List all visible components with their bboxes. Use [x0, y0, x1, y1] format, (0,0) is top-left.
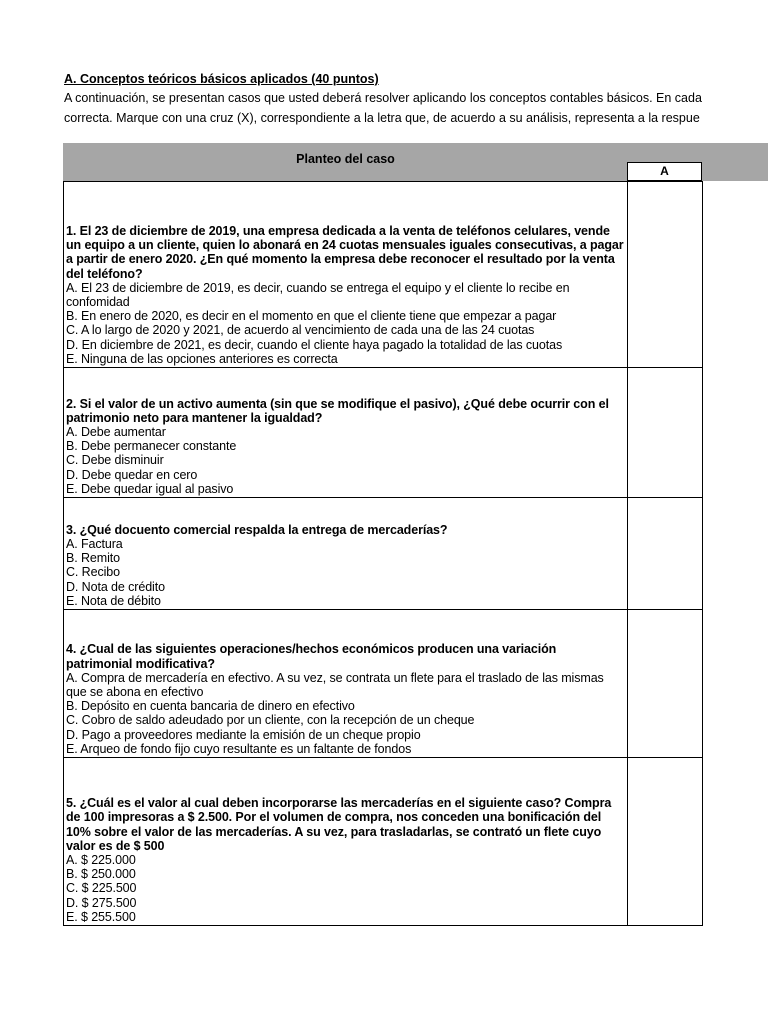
answer-cell-3[interactable] — [627, 497, 703, 610]
case-option: D. Pago a proveedores mediante la emisión de un cheque propio — [66, 727, 421, 742]
case-option: A. Factura — [66, 536, 123, 551]
case-option: B. Remito — [66, 551, 120, 566]
answer-cell-1[interactable] — [627, 181, 703, 368]
case-question: 3. ¿Qué docuento comercial respalda la entrega de mercaderías? — [66, 522, 448, 537]
case-option: A. El 23 de diciembre de 2019, es decir, cuando se entrega el equipo y el cliente lo recibe en — [66, 280, 570, 295]
intro-line-1: A continuación, se presentan casos que usted deberá resolver aplicando los conceptos contables básicos. En cada — [64, 91, 702, 105]
case-option: D. Nota de crédito — [66, 579, 165, 594]
answer-cell-2[interactable] — [627, 367, 703, 498]
case-option: que se abona en efectivo — [66, 684, 204, 699]
case-row-2 — [63, 367, 628, 498]
case-option: E. Ninguna de las opciones anteriores es correcta — [66, 351, 338, 366]
answer-cell-5[interactable] — [627, 757, 703, 926]
case-option: B. Debe permanecer constante — [66, 439, 237, 454]
section-title: A. Conceptos teóricos básicos aplicados (40 puntos) — [64, 72, 379, 86]
section-intro — [64, 70, 764, 128]
case-option: B. En enero de 2020, es decir en el momento en que el cliente tiene que empezar a pagar — [66, 309, 557, 324]
case-option: E. $ 255.500 — [66, 909, 136, 924]
answer-column-header: A — [627, 162, 702, 181]
case-option: E. Debe quedar igual al pasivo — [66, 481, 234, 496]
case-option: B. $ 250.000 — [66, 867, 136, 882]
case-option: C. Cobro de saldo adeudado por un cliente, con la recepción de un cheque — [66, 713, 475, 728]
case-option: E. Arqueo de fondo fijo cuyo resultante es un faltante de fondos — [66, 741, 412, 756]
case-option: E. Nota de débito — [66, 593, 161, 608]
case-question: 4. ¿Cual de las siguientes operaciones/hechos económicos producen una variación patrimonial modificativa? — [66, 642, 557, 671]
case-option: confomidad — [66, 294, 130, 309]
case-option: B. Depósito en cuenta bancaria de dinero en efectivo — [66, 699, 355, 714]
case-row-4 — [63, 609, 628, 758]
case-option: D. En diciembre de 2021, es decir, cuando el cliente haya pagado la totalidad de las cuotas — [66, 337, 563, 352]
case-option: A. Compra de mercadería en efectivo. A su vez, se contrata un flete para el traslado de las mismas — [66, 670, 604, 685]
case-option: D. Debe quedar en cero — [66, 467, 198, 482]
table-header-label: Planteo del caso — [296, 152, 395, 166]
case-option: C. Recibo — [66, 565, 120, 580]
case-option: C. A lo largo de 2020 y 2021, de acuerdo al vencimiento de cada una de las 24 cuotas — [66, 323, 535, 338]
answer-cell-4[interactable] — [627, 609, 703, 758]
case-option: A. Debe aumentar — [66, 424, 166, 439]
case-row-1 — [63, 181, 628, 368]
case-option: C. Debe disminuir — [66, 453, 164, 468]
case-question: 5. ¿Cuál es el valor al cual deben incorporarse las mercaderías en el siguiente caso? Compra de 100 impresoras a $ 2.500. Por el volumen de compra, nos conceden una bonificación del 10% sobre el valor de las mercaderías. A su vez, para trasladarlas, se contrató un flete cuyo valor es de $ 500 — [66, 796, 612, 853]
case-row-5 — [63, 757, 628, 926]
case-row-3 — [63, 497, 628, 610]
case-question: 1. El 23 de diciembre de 2019, una empresa dedicada a la venta de teléfonos celulares, vende un equipo a un cliente, quien lo abonará en 24 cuotas mensuales iguales consecutivas, a pagar a partir de enero 2020. ¿En qué momento la empresa debe reconocer el resultado por la venta del teléfono? — [66, 223, 624, 281]
intro-line-2: correcta. Marque con una cruz (X), correspondiente a la letra que, de acuerdo a su análisis, representa a la respue — [64, 111, 700, 125]
case-option: A. $ 225.000 — [66, 852, 136, 867]
case-option: D. $ 275.500 — [66, 895, 137, 910]
case-question: 2. Si el valor de un activo aumenta (sin que se modifique el pasivo), ¿Qué debe ocurrir con el patrimonio neto para mantener la igualdad? — [66, 396, 609, 425]
case-option: C. $ 225.500 — [66, 881, 137, 896]
